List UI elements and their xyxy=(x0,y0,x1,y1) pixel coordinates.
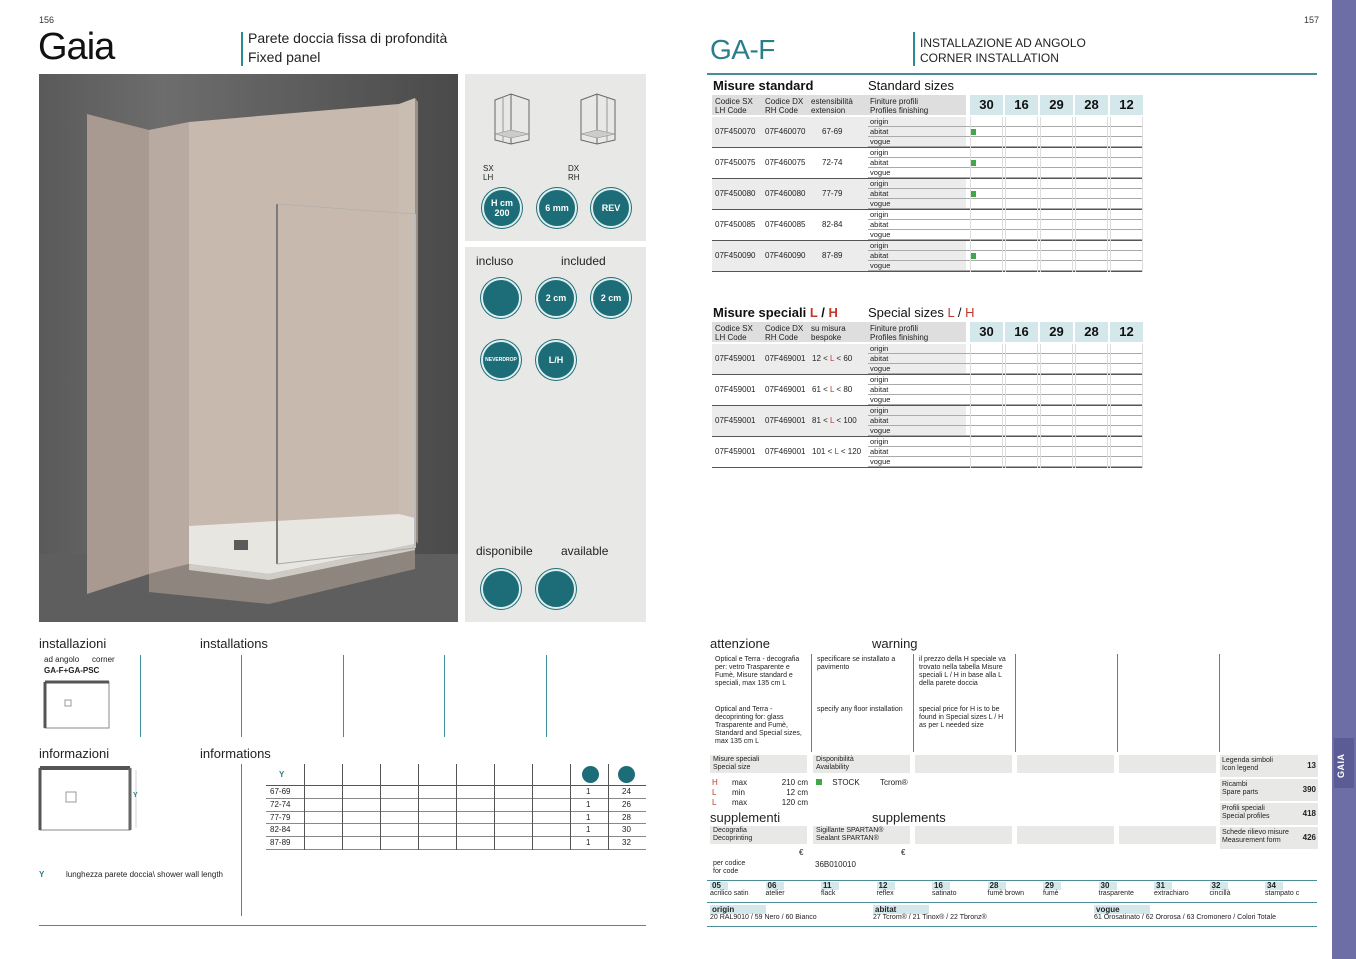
special-h: H xyxy=(828,305,838,320)
neverdrop-icon: NEVERDROP xyxy=(481,340,521,380)
side-tab xyxy=(1332,0,1356,959)
legend-list xyxy=(1220,755,1318,851)
standard-sizes-title-en: Standard sizes xyxy=(868,78,954,93)
table-row: 07F459001 07F469001 61 < L < 80 origin abitat vogue xyxy=(712,375,1143,406)
info-table xyxy=(266,764,646,850)
page-number-right: 157 xyxy=(1304,15,1320,25)
table-row: 07F450085 07F460085 82-84 origin abitat vogue xyxy=(712,210,1143,241)
product-subtitle-it: Parete doccia fissa di profondità xyxy=(248,30,448,46)
tcrom-availability: Tcrom® xyxy=(880,778,908,787)
col-finish: Finiture profili Profiles finishing xyxy=(870,97,929,115)
included-label-en: included xyxy=(561,254,606,268)
page-number-left: 156 xyxy=(39,15,55,25)
warning-2-en: specify any floor installation xyxy=(817,706,903,713)
finish-row: origin xyxy=(868,344,1143,354)
finish-row: abitat xyxy=(868,158,1143,168)
availability-swatch xyxy=(970,160,976,166)
decoprinting-euro: € xyxy=(799,848,804,857)
finish-row: abitat xyxy=(868,189,1143,199)
special-l: L xyxy=(809,305,818,320)
table-row: 07F459001 07F469001 101 < L < 120 origin abitat vogue xyxy=(712,437,1143,468)
table-row: 07F459001 07F469001 12 < L < 60 origin abitat vogue xyxy=(712,344,1143,375)
finish-row: vogue xyxy=(868,230,1143,240)
model-title: GA-F xyxy=(710,34,775,65)
model-subtitle-it: INSTALLAZIONE AD ANGOLO xyxy=(920,36,1086,50)
glass-item: 29 fumè xyxy=(1043,882,1097,898)
table-row: 67-69 1 24 xyxy=(266,786,646,799)
extension-2cm-alt-icon: 2 cm xyxy=(591,278,631,318)
dimension-row: L max 120 cm xyxy=(712,798,808,807)
finish-row: abitat xyxy=(868,385,1143,395)
informations-title-en: informations xyxy=(200,746,271,761)
legend-item: Ricambi Spare parts 390 xyxy=(1220,779,1318,801)
product-photo xyxy=(39,74,458,622)
installations-title-it: installazioni xyxy=(39,636,107,651)
rh-config-icon xyxy=(577,90,619,146)
finish-row: origin xyxy=(868,437,1143,447)
finish-row: vogue xyxy=(868,261,1143,271)
col-ext: su misura bespoke xyxy=(811,324,846,342)
supplements-title-it: supplementi xyxy=(710,810,781,825)
finish-line-item: origin 20 RAL9010 / 59 Nero / 60 Bianco xyxy=(710,905,817,921)
table-row: 07F459001 07F469001 81 < L < 100 origin abitat vogue xyxy=(712,406,1143,437)
lh-label: LH xyxy=(483,173,494,182)
warning-3-it: il prezzo della H speciale va trovato nella tabella Misure speciali L / H in base alla L della parete doccia xyxy=(919,656,1006,687)
cleaning-icon xyxy=(481,569,521,609)
glass-item: 28 fumè brown xyxy=(987,881,1025,897)
col-color: 30 xyxy=(970,322,1003,342)
finish-row: abitat xyxy=(868,127,1143,137)
finish-row: vogue xyxy=(868,426,1143,436)
product-title: Gaia xyxy=(38,26,115,68)
sealant-euro: € xyxy=(901,848,906,857)
information-diagram xyxy=(38,764,138,834)
stock-swatch xyxy=(816,779,822,785)
finish-row: vogue xyxy=(868,137,1143,147)
col-color: 28 xyxy=(1075,322,1108,342)
table-row: 82-84 1 30 xyxy=(266,824,646,837)
glass-item: 34 stampato c xyxy=(1265,881,1300,897)
legend-item: Profili speciali Special profiles 418 xyxy=(1220,803,1318,825)
table-row: 07F450070 07F460070 67-69 origin abitat vogue xyxy=(712,117,1143,148)
col-sx: Codice SX LH Code xyxy=(715,97,753,115)
col-color: 30 xyxy=(970,95,1003,115)
glass-item: 06 atelier xyxy=(765,881,785,897)
dimension-limits xyxy=(712,778,808,808)
stock-availability: STOCK xyxy=(816,778,860,787)
install-code: GA-F+GA-PSC xyxy=(44,666,100,675)
legend-item: Legenda simboli Icon legend 13 xyxy=(1220,755,1318,777)
reversible-icon: REV xyxy=(591,188,631,228)
glass-6mm-icon: 6 mm xyxy=(537,188,577,228)
finish-row: vogue xyxy=(868,395,1143,405)
col-dx: Codice DX RH Code xyxy=(765,97,804,115)
finish-row: origin xyxy=(868,406,1143,416)
side-tab-label: GAIA xyxy=(1336,753,1346,778)
finish-line-item: abitat 27 Tcrom® / 21 Tinox® / 22 Tbronz® xyxy=(873,905,987,921)
col-dx: Codice DX RH Code xyxy=(765,324,804,342)
sx-label: SX xyxy=(483,164,494,173)
glass-item: 31 extrachiaro xyxy=(1154,881,1189,897)
finish-row: abitat xyxy=(868,251,1143,261)
standard-sizes-table xyxy=(712,95,1143,272)
y-legend-desc: lunghezza parete doccia\ shower wall length xyxy=(66,870,223,879)
per-code-label: per codice for code xyxy=(713,860,746,875)
finish-row: origin xyxy=(868,241,1143,251)
finish-row: origin xyxy=(868,210,1143,220)
glass-item: 12 reflex xyxy=(876,881,894,897)
availability-band: Disponibilità Availability xyxy=(813,755,910,773)
table-row: 72-74 1 26 xyxy=(266,799,646,812)
col-color: 28 xyxy=(1075,95,1108,115)
table-row: 87-89 1 32 xyxy=(266,837,646,850)
finish-line-item: vogue 61 Orosatinato / 62 Ororosa / 63 Cromonero / Colori Totale xyxy=(1094,905,1276,921)
finish-row: origin xyxy=(868,148,1143,158)
dimension-row: H max 210 cm xyxy=(712,778,808,787)
lh-reversible-icon: L/H xyxy=(536,340,576,380)
dx-label: DX xyxy=(568,164,580,173)
finish-lines xyxy=(710,905,1320,925)
availability-swatch xyxy=(970,129,976,135)
glass-item: 30 trasparente xyxy=(1098,881,1134,897)
warning-title-en: warning xyxy=(872,636,918,651)
warning-title-it: attenzione xyxy=(710,636,770,651)
warning-1-en: Optical and Terra - decoprinting for: glass Trasparente and Fumè, Standard and Special sizes, max 135 cm L xyxy=(715,706,802,745)
decoprinting-band: Decografia Decoprinting xyxy=(710,826,807,844)
warning-2-it: specificare se installato a pavimento xyxy=(817,656,896,671)
special-sizes-title-it: Misure speciali L / H xyxy=(713,305,838,320)
finish-row: vogue xyxy=(868,168,1143,178)
col-color: 16 xyxy=(1005,322,1038,342)
special-sizes-title-en: Special sizes L / H xyxy=(868,305,975,320)
table-row: 07F450075 07F460075 72-74 origin abitat vogue xyxy=(712,148,1143,179)
profile-icon xyxy=(481,278,521,318)
model-subtitle-en: CORNER INSTALLATION xyxy=(920,51,1059,65)
standard-sizes-title-it: Misure standard xyxy=(713,78,814,93)
glass-item: 05 acrilico satin xyxy=(710,881,749,897)
special-size-band: Misure speciali Special size xyxy=(710,755,807,773)
finish-row: vogue xyxy=(868,457,1143,467)
y-legend-key: Y xyxy=(39,870,45,879)
product-subtitle-en: Fixed panel xyxy=(248,49,321,65)
table-row: 77-79 1 28 xyxy=(266,812,646,825)
col-color: 12 xyxy=(1110,95,1143,115)
availability-swatch xyxy=(970,253,976,259)
corner-label-it: ad angolo xyxy=(44,655,80,664)
col-color: 29 xyxy=(1040,322,1073,342)
col-color: 16 xyxy=(1005,95,1038,115)
supplements-title-en: supplements xyxy=(872,810,946,825)
table-row: 07F450090 07F460090 87-89 origin abitat vogue xyxy=(712,241,1143,272)
col-color: 12 xyxy=(1110,322,1143,342)
finish-row: vogue xyxy=(868,364,1143,374)
included-label-it: incluso xyxy=(476,254,514,268)
finish-row: abitat xyxy=(868,416,1143,426)
finish-row: abitat xyxy=(868,354,1143,364)
col-finish: Finiture profili Profiles finishing xyxy=(870,324,929,342)
glass-item: 11 flack xyxy=(821,882,875,898)
warning-1-it: Optical e Terra - decografia per: vetro Trasparente e Fumè, Misure standard e speciali, max 135 cm L xyxy=(715,656,800,687)
spare-icon xyxy=(582,766,599,783)
finish-row: vogue xyxy=(868,199,1143,209)
config-panel xyxy=(465,74,646,241)
y-dimension-label: Y xyxy=(133,792,138,799)
included-panel xyxy=(465,247,646,622)
col-color: 29 xyxy=(1040,95,1073,115)
availability-swatch xyxy=(970,191,976,197)
info-table-header-y: Y xyxy=(279,770,285,779)
finish-row: origin xyxy=(868,375,1143,385)
page-ref-icon xyxy=(618,766,635,783)
col-sx: Codice SX LH Code xyxy=(715,324,753,342)
sealant-code: 36B010010 xyxy=(815,860,856,869)
installations-title-en: installations xyxy=(200,636,268,651)
glass-item: 16 satinato xyxy=(932,881,957,897)
handshower-icon xyxy=(536,569,576,609)
sealant-band: Sigillante SPARTAN® Sealant SPARTAN® xyxy=(813,826,910,844)
legend-item: Schede rilievo misure Measurement form 426 xyxy=(1220,827,1318,849)
rh-label: RH xyxy=(568,173,580,182)
corner-label-en: corner xyxy=(92,655,115,664)
extension-2cm-icon: 2 cm xyxy=(536,278,576,318)
finish-row: abitat xyxy=(868,447,1143,457)
informations-title-it: informazioni xyxy=(39,746,110,761)
table-row: 07F450080 07F460080 77-79 origin abitat vogue xyxy=(712,179,1143,210)
available-label-it: disponibile xyxy=(476,544,533,558)
glass-list xyxy=(710,882,1320,902)
special-sizes-table xyxy=(712,322,1143,468)
warning-3-en: special price for H is to be found in Special sizes L / H as per L needed size xyxy=(919,706,1004,729)
finish-row: origin xyxy=(868,117,1143,127)
installation-diagram xyxy=(43,680,111,730)
finish-row: abitat xyxy=(868,220,1143,230)
lh-config-icon xyxy=(491,90,533,146)
col-ext: estensibilità extension xyxy=(811,97,853,115)
available-label-en: available xyxy=(561,544,609,558)
dimension-row: L min 12 cm xyxy=(712,788,808,797)
height-200-icon: H cm 200 xyxy=(482,188,522,228)
finish-row: origin xyxy=(868,179,1143,189)
glass-item: 32 cincillà xyxy=(1209,881,1231,897)
